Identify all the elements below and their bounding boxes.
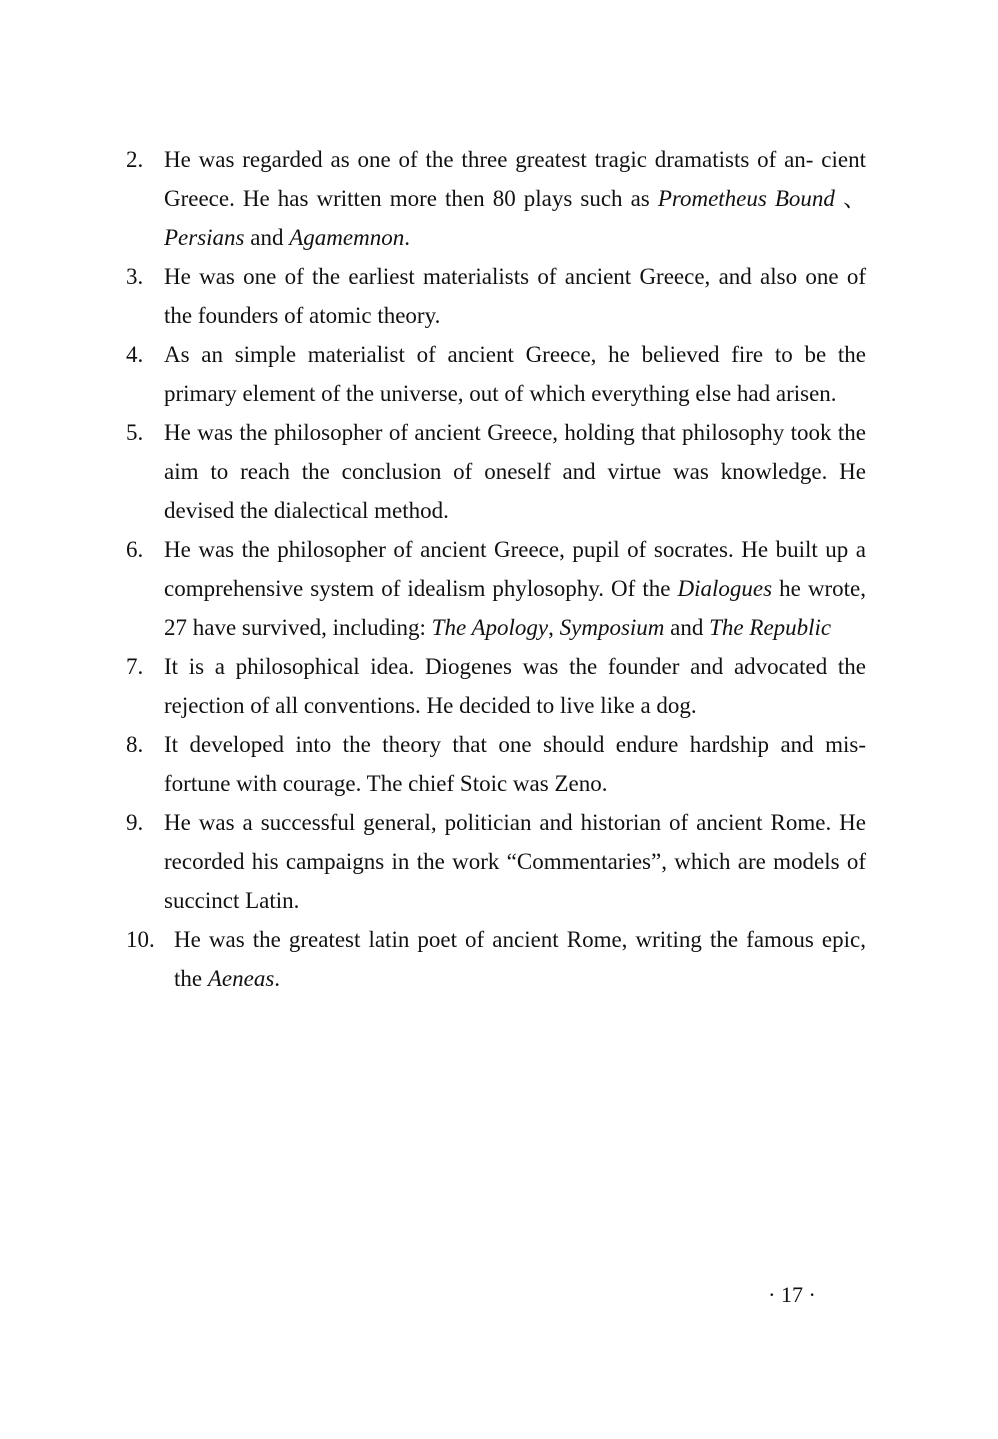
note-text — [164, 537, 866, 640]
work-title: Aeneas — [207, 966, 275, 991]
note-text-run: and — [244, 225, 290, 250]
note-text-run: He was the philosopher of ancient Greece, pupil of socrates. He built up a comprehensive system of idealism phylosophy. Of the — [164, 537, 866, 601]
note-text — [164, 342, 866, 406]
note-number: 2. — [126, 147, 144, 172]
work-title: Dialogues — [677, 576, 773, 601]
note-text-run: . — [274, 966, 281, 991]
note-number: 5. — [126, 420, 144, 445]
note-item — [126, 803, 866, 920]
note-item — [126, 413, 866, 530]
page-number: · 17 · — [768, 1282, 816, 1307]
note-item — [126, 257, 866, 335]
note-text-run: He was the philosopher of ancient Greece, holding that philosophy took the aim to reach the conclusion of oneself and virtue was knowledge. He devised the dialectical method. — [164, 420, 866, 523]
note-item — [126, 140, 866, 257]
note-text-run: and — [664, 615, 710, 640]
note-text — [164, 420, 866, 523]
work-title: The Apology — [431, 615, 549, 640]
note-number: 6. — [126, 537, 144, 562]
note-item — [126, 920, 866, 998]
note-number: 3. — [126, 264, 144, 289]
note-text-run: He was regarded as one of the three greatest tragic dramatists of an- cient Greece. He has written more then 80 plays such as — [164, 147, 866, 211]
notes-list — [126, 140, 866, 998]
note-number: 4. — [126, 342, 144, 367]
note-item — [126, 335, 866, 413]
note-text — [164, 810, 866, 913]
note-text-run: He was a successful general, politician and historian of ancient Rome. He recorded his campaigns in the work “Commentaries”, which are models of succinct Latin. — [164, 810, 866, 913]
note-number: 8. — [126, 732, 144, 757]
note-text — [164, 654, 866, 718]
work-title: Persians — [164, 225, 245, 250]
note-number: 9. — [126, 810, 144, 835]
note-text-run: , — [548, 615, 560, 640]
note-item — [126, 725, 866, 803]
note-text — [164, 147, 866, 250]
note-text-run: 、 — [834, 186, 866, 211]
note-text-run: It developed into the theory that one should endure hardship and mis- fortune with courage. The chief Stoic was Zeno. — [164, 732, 866, 796]
work-title: Prometheus Bound — [657, 186, 835, 211]
note-text — [164, 264, 866, 328]
note-text-run: he wrote, 27 have survived, including: — [164, 576, 867, 640]
work-title: Agamemnon — [289, 225, 405, 250]
note-item — [126, 647, 866, 725]
note-number: 7. — [126, 654, 144, 679]
note-text — [164, 732, 866, 796]
note-text-run: As an simple materialist of ancient Greece, he believed fire to be the primary element of the universe, out of which everything else had arisen. — [164, 342, 866, 406]
work-title: The Republic — [709, 615, 832, 640]
note-text-run: He was one of the earliest materialists of ancient Greece, and also one of the founders of atomic theory. — [164, 264, 866, 328]
note-number: 10. — [126, 927, 155, 952]
work-title: Symposium — [559, 615, 665, 640]
note-text — [174, 927, 866, 991]
note-text-run: . — [404, 225, 410, 250]
note-text-run: He was the greatest latin poet of ancient Rome, writing the famous epic, the — [174, 927, 866, 991]
note-text-run: It is a philosophical idea. Diogenes was the founder and advocated the rejection of all conventions. He decided to live like a dog. — [164, 654, 866, 718]
note-item — [126, 530, 866, 647]
